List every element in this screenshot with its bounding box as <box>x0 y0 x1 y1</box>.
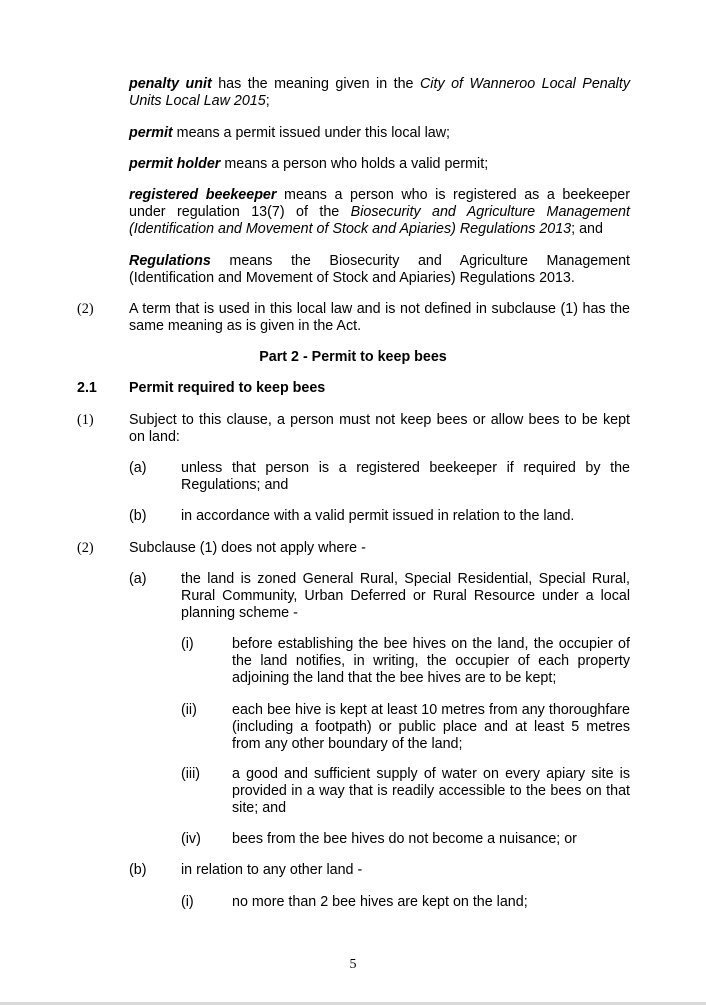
definition-text: means a person who holds a valid permit; <box>220 156 489 172</box>
definition-text: means a person who is registered as a beekeeper under regulation 13(7) of the <box>129 187 630 220</box>
subparagraph-number: (ii) <box>181 702 197 718</box>
definition-regulations <box>129 253 630 287</box>
subparagraph-text: a good and sufficient supply of water on every apiary site is provided in a way that is readily accessible to the bees on that site; and <box>232 766 630 816</box>
paragraph-text: unless that person is a registered beekeeper if required by the Regulations; and <box>181 460 630 493</box>
definition-text: means a permit issued under this local law; <box>172 125 451 141</box>
paragraph-number: (a) <box>129 460 147 476</box>
definition-permit <box>129 125 630 142</box>
subclause-number: (1) <box>77 412 94 428</box>
definition-penalty-unit <box>129 76 630 110</box>
subparagraph-text: each bee hive is kept at least 10 metres from any thoroughfare (including a footpath) or public place and at least 5 metres from any other boundary of the land; <box>232 702 630 752</box>
defined-term: Regulations <box>129 253 211 269</box>
subparagraph-text: bees from the bee hives do not become a nuisance; or <box>232 831 577 847</box>
paragraph-text: the land is zoned General Rural, Special Residential, Special Rural, Rural Community, Urban Deferred or Rural Resource under a local planning scheme - <box>181 571 630 621</box>
clause-title: Permit required to keep bees <box>129 380 326 396</box>
defined-term: permit <box>129 125 173 141</box>
definition-text: has the meaning given in the <box>211 76 420 92</box>
definition-text: ; and <box>571 220 603 237</box>
subparagraph-number: (i) <box>181 636 194 652</box>
paragraph-number: (b) <box>129 508 147 524</box>
definition-italic-text: Biosecurity and Agriculture Management (Identification and Movement of Stock and Apiaries) Regulations 2013 <box>129 203 630 237</box>
subclause-number: (2) <box>77 301 94 317</box>
subparagraph-text: before establishing the bee hives on the land, the occupier of the land notifies, in writing, the occupier of each property adjoining the land that the bee hives are to be kept; <box>232 636 630 686</box>
paragraph-number: (b) <box>129 862 147 878</box>
subclause-text: A term that is used in this local law and is not defined in subclause (1) has the same meaning as is given in the Act. <box>129 301 630 334</box>
part-heading: Part 2 - Permit to keep bees <box>259 349 447 365</box>
paragraph-text: in accordance with a valid permit issued in relation to the land. <box>181 508 575 524</box>
clause-number: 2.1 <box>77 380 97 396</box>
defined-term: registered beekeeper <box>129 187 277 203</box>
definition-registered-beekeeper <box>129 187 630 237</box>
subparagraph-number: (iv) <box>181 831 201 847</box>
paragraph-text: in relation to any other land - <box>181 862 363 878</box>
definition-permit-holder <box>129 156 630 173</box>
subclause-text: Subclause (1) does not apply where - <box>129 540 366 556</box>
defined-term: permit holder <box>129 156 221 172</box>
definition-text: means the Biosecurity and Agriculture Management (Identification and Movement of Stock and Apiaries) Regulations 2013. <box>129 253 630 286</box>
page-number: 5 <box>349 957 357 972</box>
subclause-number: (2) <box>77 540 94 556</box>
paragraph-number: (a) <box>129 571 147 587</box>
subparagraph-text: no more than 2 bee hives are kept on the land; <box>232 894 528 910</box>
definition-text: ; <box>265 92 270 109</box>
subparagraph-number: (iii) <box>181 766 201 782</box>
subparagraph-number: (i) <box>181 894 194 910</box>
defined-term: penalty unit <box>129 76 212 92</box>
subclause-text: Subject to this clause, a person must not keep bees or allow bees to be kept on land: <box>129 412 630 445</box>
definition-italic-text: City of Wanneroo Local Penalty Units Local Law 2015 <box>129 76 630 109</box>
